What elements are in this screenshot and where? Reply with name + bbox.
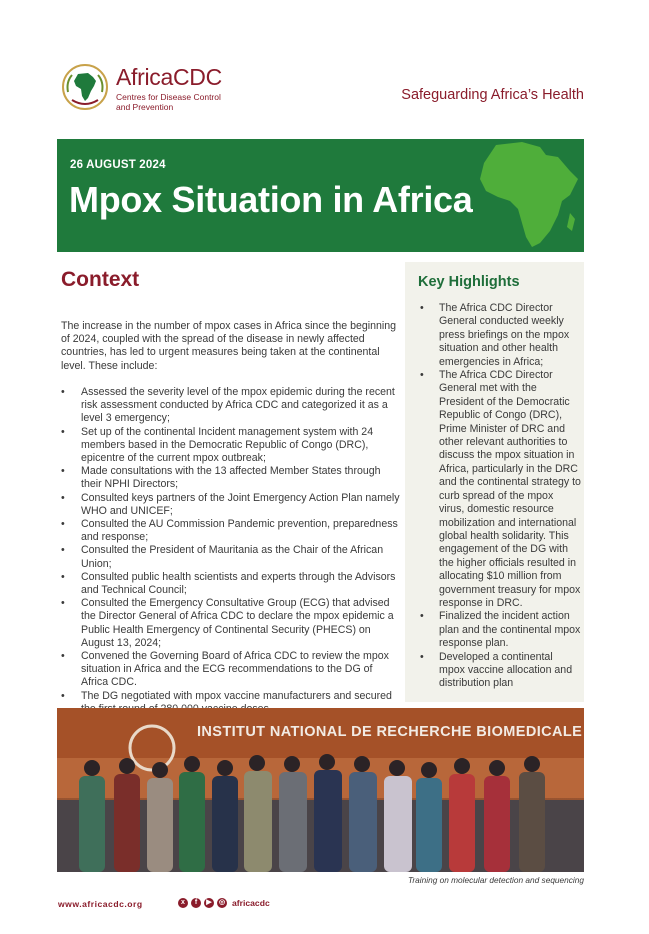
context-intro: The increase in the number of mpox cases in Africa since the beginning of 2024, coupled with the spread of the disease in newly affected countries, has led to urgent measures being taken at the continental level. These include:	[61, 320, 397, 372]
list-item	[415, 369, 581, 610]
list-item-text: The Africa CDC Director General met with the President of the Democratic Republic of Congo (DRC), Prime Minister of DRC and other relevant authorities to discuss the mpox situation in Africa, particularly in the DRC and the continental strategy to curb spread of the mpox virus, domestic resource mobilization and international global health solidarity. This engagement of the DG with the higher officials resulted in allocating $10 million from government treasury for mpox response in DRC.	[439, 369, 581, 609]
list-item-text: Made consultations with the 13 affected Member States through their NPHI Directors;	[81, 465, 381, 491]
tagline: Safeguarding Africa’s Health	[401, 87, 584, 103]
list-item	[61, 426, 401, 466]
bullet-icon: •	[420, 650, 424, 663]
list-item	[61, 597, 401, 650]
list-item-text: The DG negotiated with mpox vaccine manufacturers and secured	[81, 689, 392, 702]
africa-cdc-emblem-icon	[60, 62, 110, 112]
group-photo	[57, 708, 584, 872]
bullet-icon: •	[61, 544, 65, 557]
bullet-icon: •	[420, 369, 424, 382]
bullet-icon: •	[420, 610, 424, 623]
bullet-icon: •	[61, 597, 65, 610]
bullet-icon: •	[61, 518, 65, 531]
org-subtitle: Centres for Disease Control and Prevention	[116, 92, 221, 112]
institute-sign: INSTITUT NATIONAL DE RECHERCHE BIOMEDICALE	[197, 724, 583, 740]
list-item-text: Consulted the Emergency Consultative Group (ECG) that advised the Director General of Africa CDC to declare the mpox epidemic a Public Health Emergency of Continental Security (PHECS) on August 13, 2024;	[81, 597, 394, 649]
list-item	[415, 651, 581, 691]
list-item	[415, 610, 581, 650]
list-item-text: Consulted public health scientists and experts through the Advisors and Technical Council;	[81, 570, 396, 597]
org-name: AfricaCDC	[116, 64, 222, 90]
bullet-icon: •	[61, 570, 65, 583]
list-item	[61, 386, 401, 426]
list-item-text: Developed a continental mpox vaccine allocation and distribution plan	[439, 650, 573, 690]
list-item-text: Finalized the incident action plan and the continental mpox response plan.	[439, 610, 581, 650]
africa-map-icon	[474, 139, 584, 252]
youtube-icon[interactable]: ▶	[204, 898, 214, 908]
bullet-icon: •	[61, 650, 65, 663]
facebook-icon[interactable]: f	[191, 898, 201, 908]
social-handle[interactable]: africacdc	[232, 898, 270, 908]
list-item	[61, 518, 401, 544]
africacdc-logo	[60, 62, 260, 114]
social-links	[178, 897, 270, 909]
photo-caption: Training on molecular detection and sequencing	[407, 875, 584, 885]
highlights-list	[415, 302, 581, 691]
bullet-icon: •	[61, 425, 65, 438]
context-heading: Context	[61, 268, 140, 291]
x-icon[interactable]: x	[178, 898, 188, 908]
list-item-text: Consulted the President of Mauritania as the Chair of the African Union;	[81, 544, 384, 570]
list-item	[415, 302, 581, 369]
website-link[interactable]: www.africacdc.org	[58, 899, 143, 909]
list-item-text: Set up of the continental Incident management system with 24 members based in the Democratic Republic of Congo (DRC), epicentre of the current mpox outbreak;	[81, 425, 374, 465]
list-item-text: Assessed the severity level of the mpox epidemic during the recent risk assessment conducted by Africa CDC and categorized it as a level 3 emergency;	[81, 386, 395, 425]
list-item-text: The Africa CDC Director General conducted weekly press briefings on the mpox situation and other health emergencies in Africa;	[439, 302, 570, 368]
list-item-text: Consulted the AU Commission Pandemic prevention, preparedness and response;	[81, 518, 398, 544]
bullet-icon: •	[61, 689, 65, 702]
list-item-text: Consulted keys partners of the Joint Emergency Action Plan namely WHO and UNICEF;	[81, 491, 400, 517]
list-item-text: Convened the Governing Board of Africa CDC to review the mpox situation in Africa and the ECG recommendations to the DG of Africa CDC.	[81, 650, 389, 689]
instagram-icon[interactable]: ◎	[218, 899, 226, 906]
list-item	[61, 492, 401, 518]
list-item	[61, 571, 401, 597]
list-item	[61, 544, 401, 570]
key-highlights-panel	[405, 262, 584, 702]
list-item	[61, 650, 401, 690]
bullet-icon: •	[61, 491, 65, 504]
list-item	[61, 465, 401, 491]
bullet-icon: •	[420, 302, 424, 314]
key-highlights-heading: Key Highlights	[418, 274, 520, 290]
bullet-icon: •	[61, 386, 65, 398]
bullet-icon: •	[61, 465, 65, 478]
title-banner	[57, 139, 584, 252]
report-title: Mpox Situation in Africa	[69, 179, 473, 220]
report-date: 26 AUGUST 2024	[70, 159, 166, 171]
context-list	[61, 386, 401, 716]
